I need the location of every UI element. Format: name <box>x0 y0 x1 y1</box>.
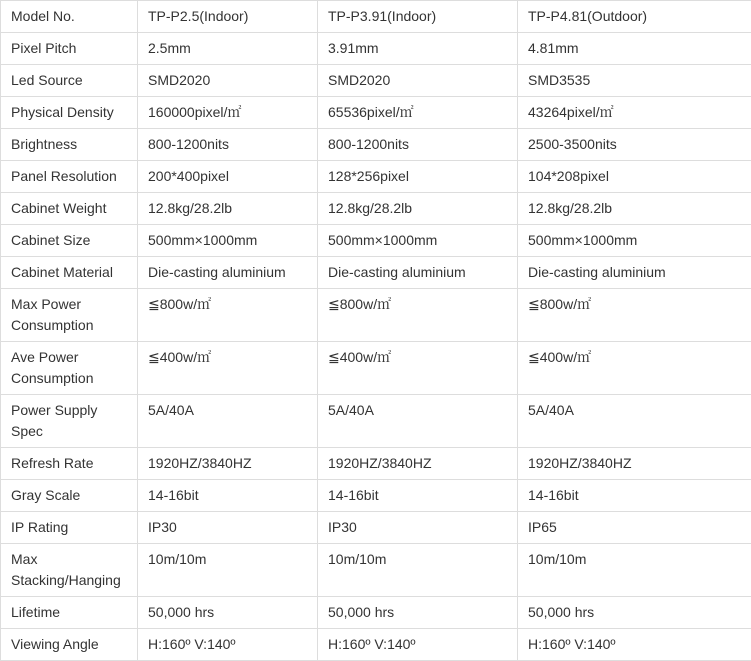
table-cell: 14-16bit <box>518 480 751 512</box>
table-row <box>1 257 751 289</box>
table-cell: H:160º V:140º <box>318 629 518 661</box>
table-header-row <box>1 1 751 33</box>
table-cell: 12.8kg/28.2lb <box>138 193 318 225</box>
row-label: Panel Resolution <box>1 161 138 193</box>
table-row <box>1 129 751 161</box>
table-cell: SMD2020 <box>318 65 518 97</box>
table-cell: 500mm×1000mm <box>138 225 318 257</box>
row-label: Gray Scale <box>1 480 138 512</box>
table-cell: ≦400w/㎡ <box>318 342 518 395</box>
table-row <box>1 480 751 512</box>
row-label: IP Rating <box>1 512 138 544</box>
table-cell: 128*256pixel <box>318 161 518 193</box>
row-label: Max Power Consumption <box>1 289 138 342</box>
table-row <box>1 225 751 257</box>
header-cell-model-p391: TP-P3.91(Indoor) <box>318 1 518 33</box>
row-label: Max Stacking/Hanging <box>1 544 138 597</box>
row-label: Pixel Pitch <box>1 33 138 65</box>
row-label: Lifetime <box>1 597 138 629</box>
row-label: Cabinet Size <box>1 225 138 257</box>
header-cell-model-no: Model No. <box>1 1 138 33</box>
table-cell: 800-1200nits <box>318 129 518 161</box>
table-cell: 50,000 hrs <box>138 597 318 629</box>
row-label: Brightness <box>1 129 138 161</box>
table-cell: 12.8kg/28.2lb <box>518 193 751 225</box>
table-row <box>1 65 751 97</box>
table-cell: 2500-3500nits <box>518 129 751 161</box>
table-cell: 10m/10m <box>518 544 751 597</box>
table-row <box>1 193 751 225</box>
table-cell: 160000pixel/㎡ <box>138 97 318 129</box>
table-cell: IP65 <box>518 512 751 544</box>
table-row <box>1 289 751 342</box>
table-row <box>1 395 751 448</box>
table-cell: 12.8kg/28.2lb <box>318 193 518 225</box>
table-cell: 800-1200nits <box>138 129 318 161</box>
table-cell: 1920HZ/3840HZ <box>518 448 751 480</box>
table-row <box>1 629 751 661</box>
table-cell: SMD3535 <box>518 65 751 97</box>
table-cell: 500mm×1000mm <box>318 225 518 257</box>
table-cell: 3.91mm <box>318 33 518 65</box>
table-cell: ≦800w/㎡ <box>518 289 751 342</box>
table-cell: ≦400w/㎡ <box>518 342 751 395</box>
table-cell: 5A/40A <box>318 395 518 448</box>
table-cell: IP30 <box>138 512 318 544</box>
table-cell: 5A/40A <box>518 395 751 448</box>
header-cell-model-p25: TP-P2.5(Indoor) <box>138 1 318 33</box>
header-cell-model-p481: TP-P4.81(Outdoor) <box>518 1 751 33</box>
table-cell: 1920HZ/3840HZ <box>138 448 318 480</box>
table-cell: Die-casting aluminium <box>518 257 751 289</box>
row-label: Physical Density <box>1 97 138 129</box>
table-cell: 14-16bit <box>138 480 318 512</box>
table-cell: ≦400w/㎡ <box>138 342 318 395</box>
table-cell: 5A/40A <box>138 395 318 448</box>
table-cell: 65536pixel/㎡ <box>318 97 518 129</box>
table-cell: 2.5mm <box>138 33 318 65</box>
table-row <box>1 33 751 65</box>
table-cell: 104*208pixel <box>518 161 751 193</box>
table-cell: 500mm×1000mm <box>518 225 751 257</box>
table-row <box>1 342 751 395</box>
table-row <box>1 512 751 544</box>
table-cell: H:160º V:140º <box>518 629 751 661</box>
table-cell: 1920HZ/3840HZ <box>318 448 518 480</box>
table-row <box>1 448 751 480</box>
row-label: Cabinet Weight <box>1 193 138 225</box>
row-label: Ave Power Consumption <box>1 342 138 395</box>
table-cell: 10m/10m <box>318 544 518 597</box>
row-label: Viewing Angle <box>1 629 138 661</box>
row-label: Led Source <box>1 65 138 97</box>
table-cell: 14-16bit <box>318 480 518 512</box>
table-row <box>1 544 751 597</box>
table-cell: IP30 <box>318 512 518 544</box>
table-cell: H:160º V:140º <box>138 629 318 661</box>
table-cell: 4.81mm <box>518 33 751 65</box>
table-row <box>1 97 751 129</box>
table-cell: 50,000 hrs <box>318 597 518 629</box>
table-cell: Die-casting aluminium <box>138 257 318 289</box>
table-cell: ≦800w/㎡ <box>138 289 318 342</box>
table-cell: SMD2020 <box>138 65 318 97</box>
table-cell: Die-casting aluminium <box>318 257 518 289</box>
row-label: Power Supply Spec <box>1 395 138 448</box>
table-cell: 10m/10m <box>138 544 318 597</box>
row-label: Cabinet Material <box>1 257 138 289</box>
row-label: Refresh Rate <box>1 448 138 480</box>
table-cell: 50,000 hrs <box>518 597 751 629</box>
table-cell: ≦800w/㎡ <box>318 289 518 342</box>
spec-table-body <box>1 1 751 661</box>
table-cell: 200*400pixel <box>138 161 318 193</box>
table-row <box>1 597 751 629</box>
table-cell: 43264pixel/㎡ <box>518 97 751 129</box>
table-row <box>1 161 751 193</box>
